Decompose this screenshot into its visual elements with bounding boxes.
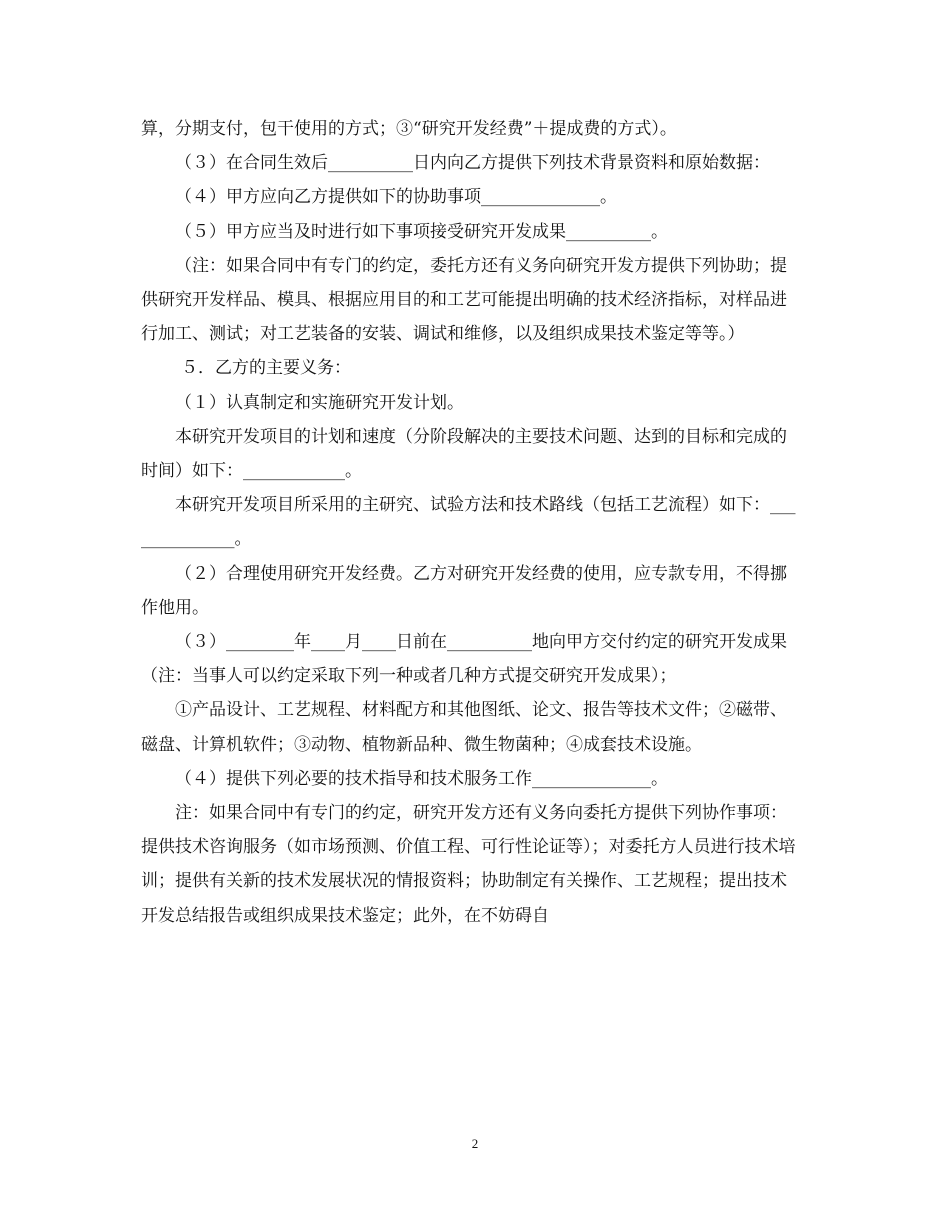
- paragraph-accept-results: （５）甲方应当及时进行如下事项接受研究开发成果__________。: [175, 221, 668, 242]
- paragraph-background-data: （３）在合同生效后__________日内向乙方提供下列技术背景资料和原始数据：: [175, 153, 770, 174]
- paragraph-research-plan: （１）认真制定和实施研究开发计划。: [175, 392, 464, 413]
- paragraph-note-developer-obligations: 注：如果合同中有专门的约定，研究开发方还有义务向委托方提供下列协作事项：提供技术咨询服务（如市场预测、价值工程、可行性论证等）；对委托方人员进行技术培训；提供有关新的技术发展状况的情报资料；协助制定有关操作、工艺规程；提出技术开发总结报告或组织成果技术鉴定；此外，在不妨碍自: [141, 803, 796, 926]
- paragraph-use-of-funds: （２）合理使用研究开发经费。乙方对研究开发经费的使用，应专款专用，不得挪作他用。: [141, 563, 787, 618]
- paragraph-plan-schedule: 本研究开发项目的计划和速度（分阶段解决的主要技术问题、达到的目标和完成的时间）如下：____________。: [141, 426, 787, 482]
- page-number: 2: [471, 1136, 479, 1151]
- paragraph-payment-method: 算，分期支付，包干使用的方式；③“研究开发经费”＋提成费的方式）。: [141, 119, 677, 139]
- document-body: [141, 112, 801, 933]
- paragraph-delivery-date: （３）________年____月____日前在__________地向甲方交付约定的研究开发成果（注：当事人可以约定采取下列一种或者几种方式提交研究开发成果）；: [141, 632, 787, 687]
- section-heading-party-b-obligations: ５．乙方的主要义务：: [181, 358, 351, 379]
- paragraph-methods-route: 本研究开发项目所采用的主研究、试验方法和技术路线（包括工艺流程）如下：______________。: [141, 495, 796, 550]
- paragraph-technical-guidance: （４）提供下列必要的技术指导和技术服务工作______________。: [175, 768, 668, 789]
- paragraph-assistance-items: （４）甲方应向乙方提供如下的协助事项______________。: [175, 187, 617, 208]
- paragraph-note-client-obligations: （注：如果合同中有专门的约定，委托方还有义务向研究开发方提供下列协助；提供研究开发样品、模具、根据应用目的和工艺可能提出明确的技术经济指标，对样品进行加工、测试；对工艺装备的安装、调试和维修，以及组织成果技术鉴定等等。）: [141, 255, 787, 345]
- paragraph-delivery-forms: ①产品设计、工艺规程、材料配方和其他图纸、论文、报告等技术文件；②磁带、磁盘、计算机软件；③动物、植物新品种、微生物菌种；④成套技术设施。: [141, 700, 787, 755]
